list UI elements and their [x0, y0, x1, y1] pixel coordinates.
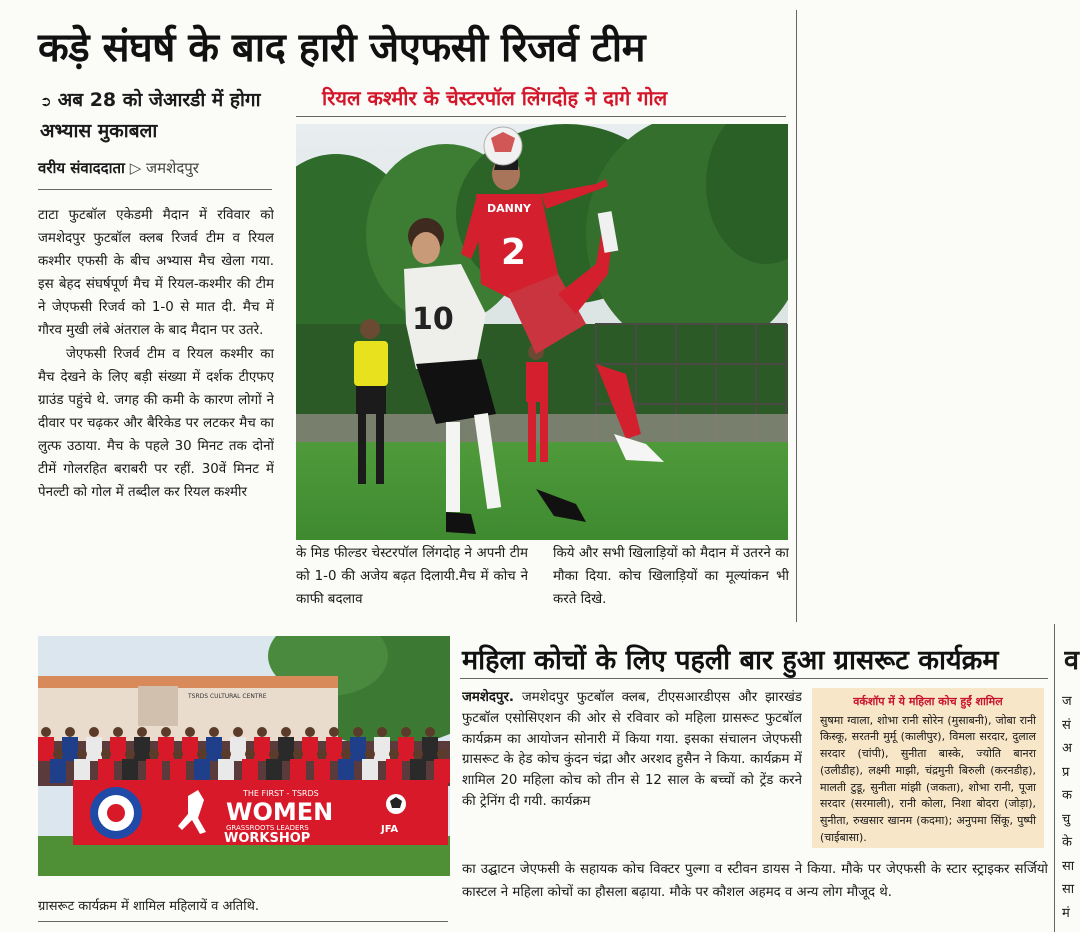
person-body [206, 737, 222, 761]
third-line: ज [1062, 694, 1072, 709]
article-column-1 [38, 204, 274, 616]
person-body [410, 759, 426, 783]
person-head [185, 727, 195, 737]
person-head [293, 749, 303, 759]
building-sign: TSRDS CULTURAL CENTRE [188, 693, 267, 700]
person-body [326, 737, 342, 761]
person-body [266, 759, 282, 783]
person-head [77, 749, 87, 759]
third-body [1062, 690, 1080, 930]
person-head [341, 749, 351, 759]
person-head [269, 749, 279, 759]
banner-small: THE FIRST - TSRDS [243, 789, 319, 798]
person-head [65, 727, 75, 737]
third-line: सा [1062, 858, 1075, 874]
person-body [158, 737, 174, 761]
column-2-text: के मिड फील्डर चेस्टरपॉल लिंगदोह ने अपनी टीम को 1-0 की अजेय बढ़त दिलायी.मैच में कोच ने काफी बदलाव [296, 546, 528, 608]
photo-caption: ग्रासरूट कार्यक्रम में शामिल महिलायें व अतिथि. [38, 899, 260, 914]
second-body-1: जमशेदपुर फुटबॉल क्लब, टीएसआरडीएस और झारखंड फुटबॉल एसोसिएशन की ओर से रविवार को महिला ग्रासरूट फुटबॉल कार्यक्रम का आयोजन सोनारी में किया गया. इसका संचालन जेएफसी ग्रासरूट के हेड कोच कुंदन चंद्रा और अरशद हुसैन ने किया. कार्यक्रम में शामिल 20 महिला कोच को तीन से 12 साल के बच्चों को ट्रेंड करने की ट्रेनिंग दी गयी. कार्यक्रम [462, 690, 802, 809]
byline-city: जमशेदपुर [146, 159, 199, 177]
person-head [353, 727, 363, 737]
person-head [233, 727, 243, 737]
person-body [290, 759, 306, 783]
person-head [389, 749, 399, 759]
main-headline: कड़े संघर्ष के बाद हारी जेएफसी रिजर्व टीम [38, 25, 645, 71]
second-headline: महिला कोचों के लिए पहली बार हुआ ग्रासरूट कार्यक्रम [462, 645, 999, 676]
person-head [149, 749, 159, 759]
person-body [218, 759, 234, 783]
jersey-number-red: 2 [501, 232, 527, 273]
person-head [317, 749, 327, 759]
person-head [209, 727, 219, 737]
person-head [281, 727, 291, 737]
jersey-name: DANNY [487, 202, 532, 215]
person-head [437, 749, 447, 759]
kicker-rule [296, 116, 786, 117]
person-body [74, 759, 90, 783]
triangle-icon: ▷ [129, 159, 142, 177]
participants-list: सुषमा ग्वाला, शोभा रानी सोरेन (मुसाबनी), जोबा रानी किस्कू, सरतनी मुर्मू (कालीपुर), विमला सरदार, दुलाल सरदार (चांपी), सुनीता बास्के, ज्योति बानरा (उलीडीह), लक्ष्मी माझी, चंद्रमुनी बिरुली (करनडीह), मालती टुडू, सुनीता मांझी (जकता), शोभा रानी, पूजा सरदार (सरमाली), रानी कोला, निशा बोदरा (जोड़ा), सुनीता, रुखसार खानम (कदमा); अनुपमा सिंकू, पुष्पी (चाईबासा). [820, 713, 1036, 844]
jfa-logo: JFA [381, 824, 399, 835]
person-head [137, 727, 147, 737]
participants-box [812, 688, 1044, 848]
person-head [329, 727, 339, 737]
participants-title: वर्कशॉप में ये महिला कोच हुईं शामिल [853, 695, 1003, 708]
person-body [194, 759, 210, 783]
third-headline: व [1064, 645, 1080, 676]
main-photo [296, 124, 788, 540]
person-head [161, 727, 171, 737]
person-body [386, 759, 402, 783]
third-line: क [1062, 788, 1072, 803]
article-column-3 [553, 542, 789, 618]
person-head [41, 727, 51, 737]
person-head [245, 749, 255, 759]
person-body [398, 737, 414, 761]
person-body [362, 759, 378, 783]
byline-name: वरीय संवाददाता [38, 159, 125, 177]
caption-rule [38, 921, 448, 922]
person-head [413, 749, 423, 759]
person-body [182, 737, 198, 761]
person-head [377, 727, 387, 737]
person-head [53, 749, 63, 759]
subdeck-text: अब 28 को जेआरडी में होगा अभ्यास मुकाबला [40, 89, 261, 142]
third-line: मं [1062, 905, 1070, 921]
person-head [113, 727, 123, 737]
person-head [89, 727, 99, 737]
kicker: रियल कश्मीर के चेस्टरपॉल लिंगदोह ने दागे गोल [322, 86, 668, 110]
column-divider [796, 10, 797, 622]
second-body-wide [462, 858, 1048, 928]
byline [38, 158, 199, 178]
person-head [197, 749, 207, 759]
second-body-2: का उद्घाटन जेएफसी के सहायक कोच विक्टर पुल्गा व स्टीवन डायस ने किया. मौके पर जेएफसी के स्टार स्ट्राइकर सर्जियो कास्टल ने महिला कोचों का हौसला बढ़ाया. मौके पर कौशल अहमद व अन्य लोग मौजूद थे. [462, 862, 1048, 900]
person-body [122, 759, 138, 783]
person-body [374, 737, 390, 761]
third-line: प्र [1062, 764, 1070, 780]
banner-workshop: WORKSHOP [224, 831, 311, 846]
person-body [38, 737, 54, 761]
person-body [314, 759, 330, 783]
third-line: अ [1062, 741, 1072, 756]
person-body [98, 759, 114, 783]
person-head [257, 727, 267, 737]
paragraph-2: जेएफसी रिजर्व टीम व रियल कश्मीर का मैच देखने के लिए बड़ी संख्या में दर्शक टीएफए ग्राउंड पहुंचे थे. जगह की कमी के कारण लोगों ने दीवार पर चढ़कर और बैरिकेड पर लटकर मैच का लुत्फ उठाया. मैच के पहले 30 मिनट तक दोनों टीमें गोलरहित बराबरी पर रहीं. 30वें मिनट में पेनल्टी को गोल में तब्दील कर रियल कश्मीर [38, 346, 274, 501]
third-line: सा [1062, 882, 1075, 897]
subdeck [40, 86, 280, 146]
second-body-column [462, 688, 802, 856]
person-body [242, 759, 258, 783]
person-body [134, 737, 150, 761]
person-head [365, 749, 375, 759]
third-line: चु [1062, 811, 1071, 827]
arrow-icon: ➲ [40, 94, 52, 110]
person-head [221, 749, 231, 759]
article-column-2 [296, 542, 528, 618]
person-body [170, 759, 186, 783]
person-body [50, 759, 66, 783]
person-body [110, 737, 126, 761]
person-head [425, 727, 435, 737]
football-match-photo [296, 124, 788, 540]
person-body [338, 759, 354, 783]
dateline: जमशेदपुर. [462, 690, 514, 705]
banner-women: WOMEN [226, 798, 334, 826]
person-body [278, 737, 294, 761]
person-head [401, 727, 411, 737]
person-body [86, 737, 102, 761]
person-head [125, 749, 135, 759]
jersey-number-white: 10 [412, 302, 454, 337]
person-head [305, 727, 315, 737]
right-column-divider [1054, 624, 1055, 932]
banner-small-2: GRASSROOTS LEADERS [226, 824, 309, 832]
person-body [254, 737, 270, 761]
person-body [230, 737, 246, 761]
person-body [422, 737, 438, 761]
byline-rule [38, 189, 272, 190]
person-head [173, 749, 183, 759]
column-3-text: किये और सभी खिलाड़ियों को मैदान में उतरने का मौका दिया. कोच खिलाड़ियों का मूल्यांकन भी करते दिखे. [553, 546, 789, 608]
workshop-photo [38, 636, 450, 876]
second-headline-rule [460, 678, 1048, 679]
third-line: के [1062, 835, 1072, 850]
person-body [62, 737, 78, 761]
third-line: सं [1062, 717, 1071, 733]
group-photo [38, 636, 450, 876]
paragraph-1: टाटा फुटबॉल एकेडमी मैदान में रविवार को जमशेदपुर फुटबॉल क्लब रिजर्व टीम व रियल कश्मीर एफसी के बीच अभ्यास मैच खेला गया. इस बेहद संघर्षपूर्ण मैच में रियल-कश्मीर की टीम ने जेएफसी रिजर्व को 1-0 से मात दी. मैच में गौरव मुखी लंबे अंतराल के बाद मैदान पर उतरे. [38, 208, 274, 339]
person-body [302, 737, 318, 761]
person-body [350, 737, 366, 761]
person-head [101, 749, 111, 759]
person-body [434, 759, 450, 783]
person-body [146, 759, 162, 783]
